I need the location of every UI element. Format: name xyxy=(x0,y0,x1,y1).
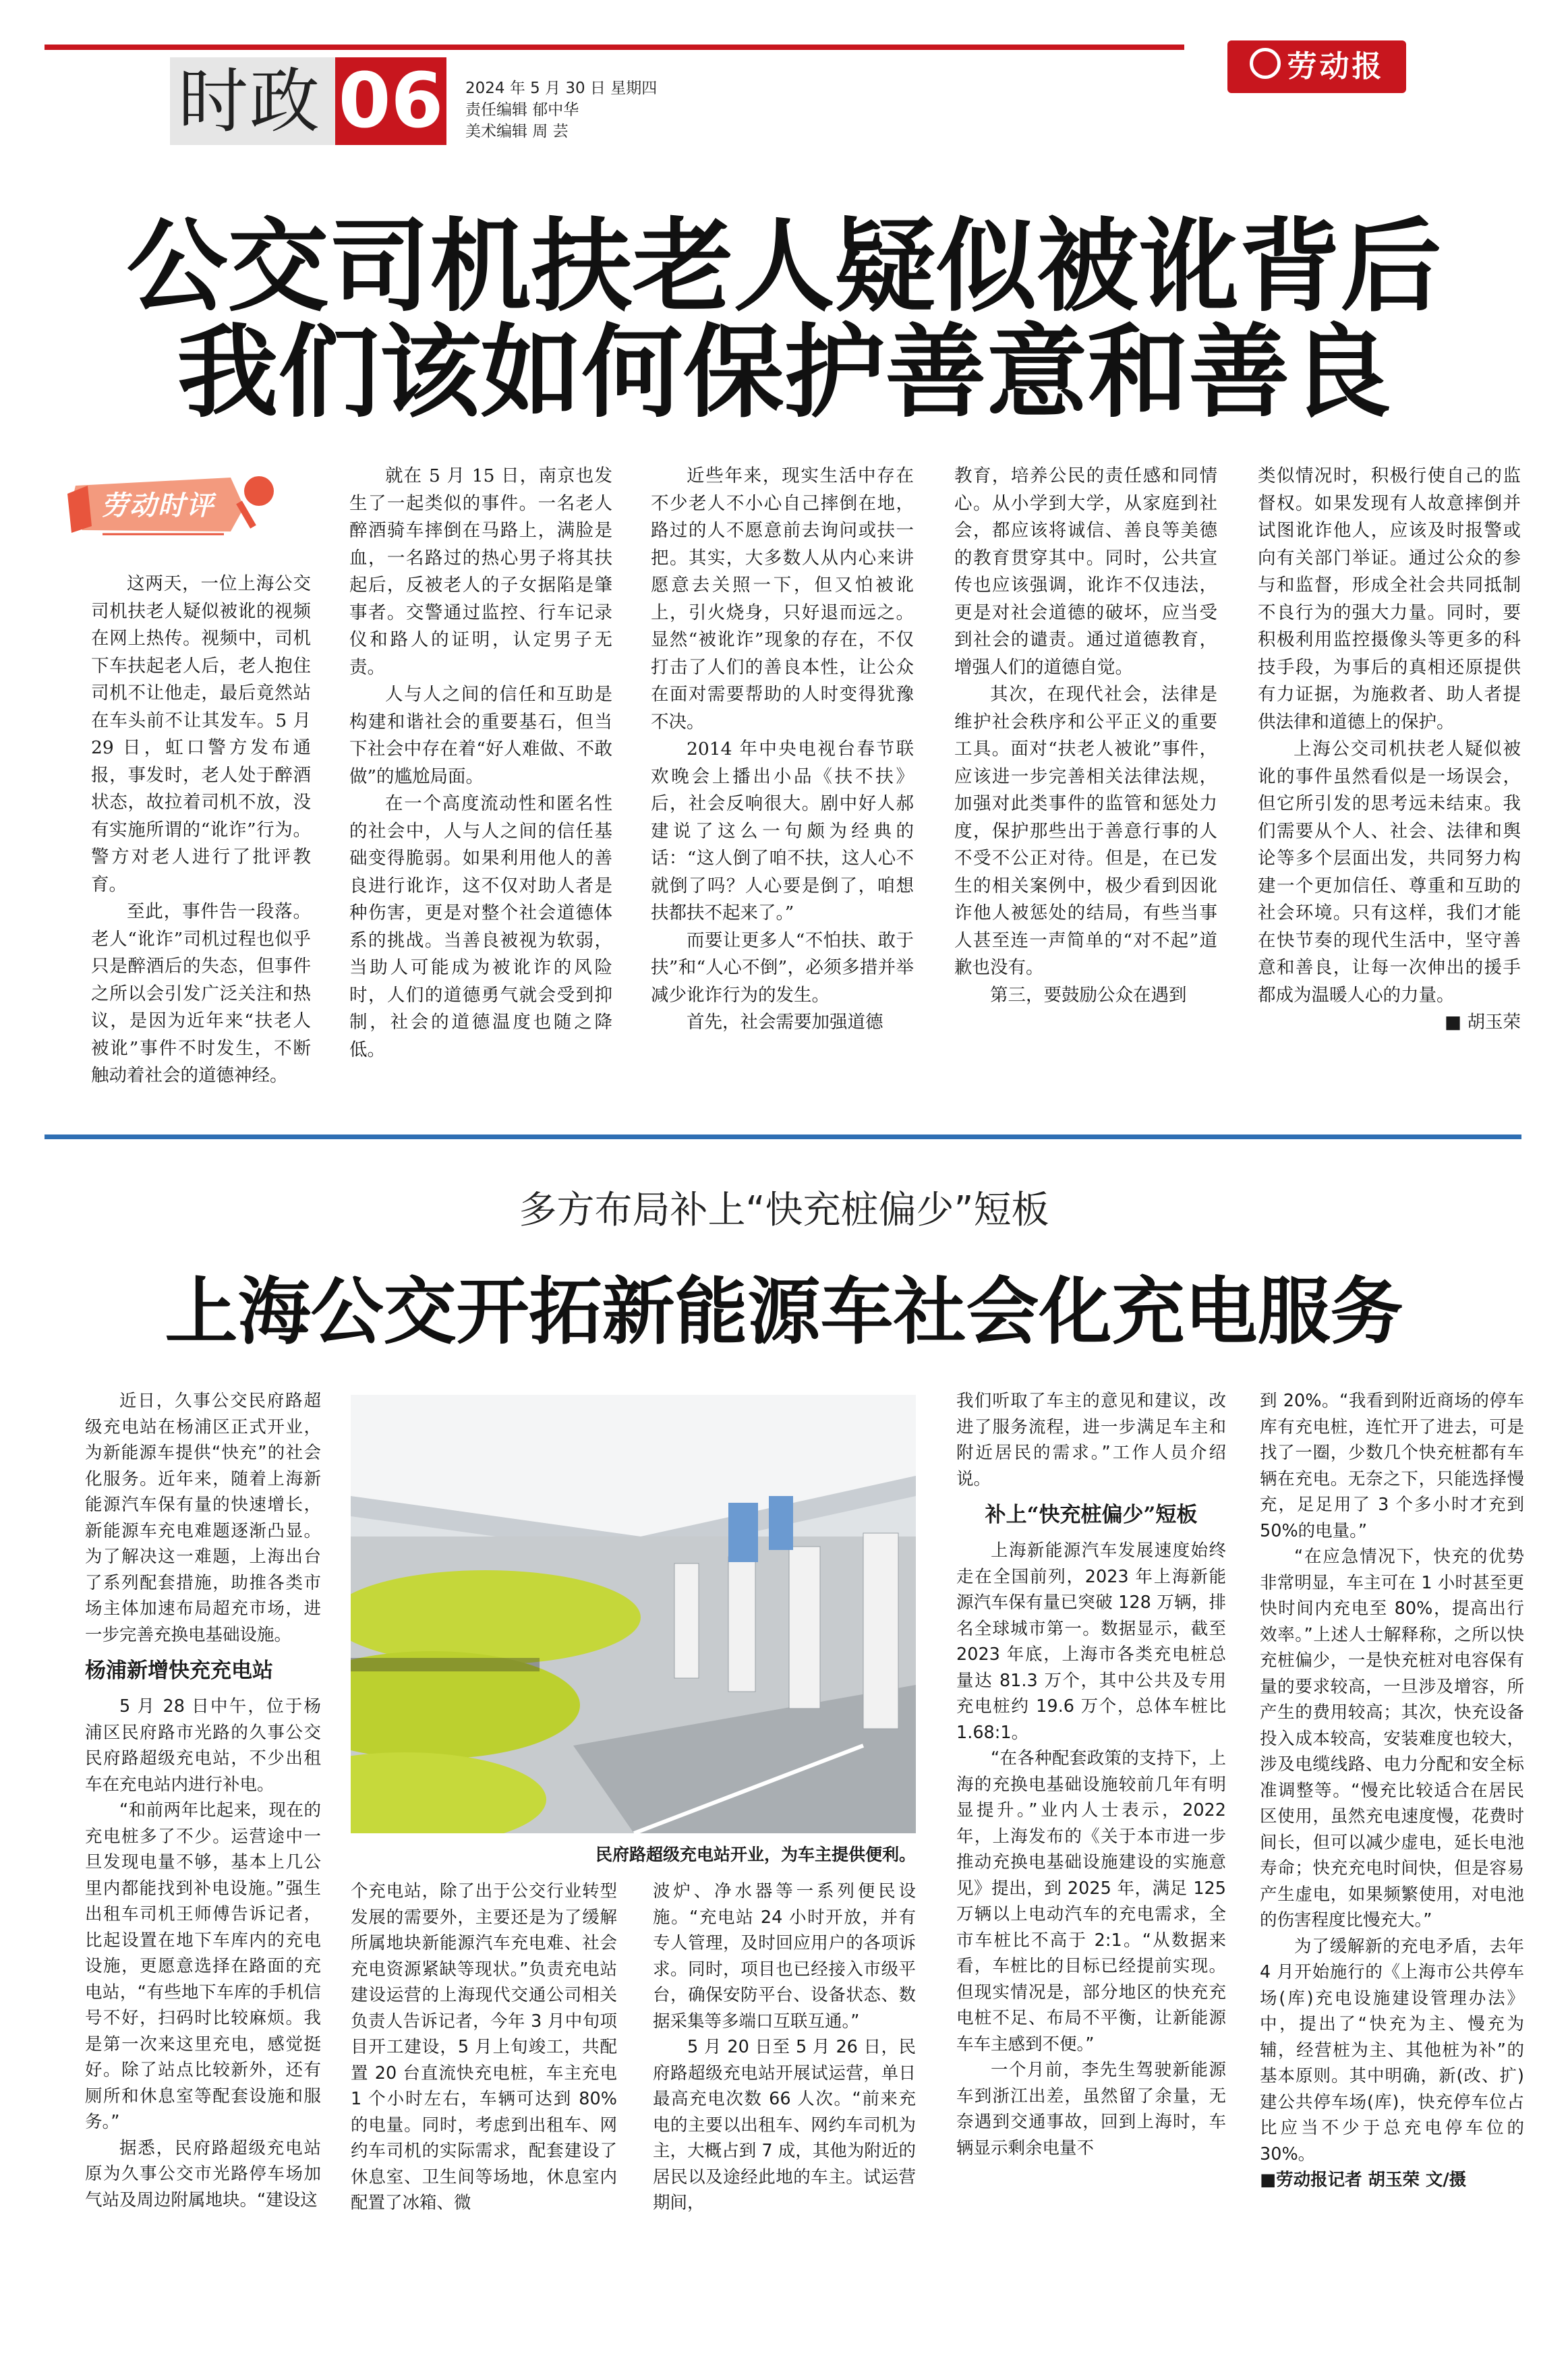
paragraph: 上海公交司机扶老人疑似被讹的事件虽然看似是一场误会，但它所引发的思考远未结束。我们需要从个人、社会、法律和舆论等多个层面出发，共同努力构建一个更加信任、尊重和互助的社会环境。只有这样，我们才能在快节奏的现代生活中，坚守善意和善良，让每一次伸出的援手都成为温暖人心的力量。 xyxy=(1258,739,1521,1006)
article2-col1-heading: 杨浦新增快充充电站 xyxy=(85,1659,273,1683)
section-divider xyxy=(45,1134,1521,1139)
article1-col2 xyxy=(349,463,612,1090)
charging-station-photo xyxy=(351,1395,916,1833)
paragraph: 至此，事件告一段落。老人“讹诈”司机过程也似乎只是醉酒后的失态，但事件之所以会引发广泛关注和热议，是因为近年来“扶老人被讹”事件不时发生，不断触动着社会的道德神经。 xyxy=(91,901,311,1086)
article1-col4 xyxy=(954,463,1217,1090)
date-line: 2024 年 5 月 30 日 星期四 xyxy=(465,80,658,97)
paragraph: 教育，培养公民的责任感和同情心。从小学到大学，从家庭到社会，都应该将诚信、善良等美德的教育贯穿其中。同时，公共宣传也应该强调，讹诈不仅违法，更是对社会道德的破坏，应当受到社会的谴责。通过道德教育，增强人们的道德自觉。 xyxy=(954,465,1217,678)
paragraph: 人与人之间的信任和互助是构建和谐社会的重要基石，但当下社会中存在着“好人难做、不敢做”的尴尬局面。 xyxy=(349,684,612,787)
paragraph: “和前两年比起来，现在的充电桩多了不少。运营途中一旦发现电量不够，基本上几公里内都能找到补电设施。”强生出租车司机王师傅告诉记者，比起设置在地下车库内的充电设施，更愿意选择在路面的充电站，“有些地下车库的手机信号不好，扫码时比较麻烦。我是第一次来这里充电，感觉挺好。除了站点比较新外，还有厕所和休息室等配套设施和服务。” xyxy=(85,1800,321,2132)
art-editor-line: 美术编辑 周 芸 xyxy=(465,123,569,140)
brand-logo xyxy=(1227,40,1406,93)
editor-line: 责任编辑 郁中华 xyxy=(465,101,579,119)
paragraph: 而要让更多人“不怕扶、敢于扶”和“人心不倒”，必须多措并举减少讹诈行为的发生。 xyxy=(651,929,914,1006)
paragraph: 据悉，民府路超级充电站原为久事公交市光路停车场加气站及周边附属地块。“建设这 xyxy=(85,2137,321,2210)
paragraph: 这两天，一位上海公交司机扶老人疑似被讹的视频在网上热传。视频中，司机下车扶起老人后，老人抱住司机不让他走，最后竟然站在车头前不让其发车。5 月 29 日，虹口警方发布通报，事发时，老人处于醉酒状态，故拉着司机不放，没有实施所谓的“讹诈”行为。警方对老人进行了批评教育。 xyxy=(91,573,311,895)
paragraph: 在一个高度流动性和匿名性的社会中，人与人之间的信任基础变得脆弱。如果利用他人的善良进行讹诈，这不仅对助人者是种伤害，更是对整个社会道德体系的挑战。当善良被视为软弱，当助人可能成为被讹诈的风险时，人们的道德勇气就会受到抑制，社会的道德温度也随之降低。 xyxy=(349,793,612,1060)
photo-caption: 民府路超级充电站开业，为车主提供便利。 xyxy=(595,1845,916,1864)
paragraph: 5 月 28 日中午，位于杨浦区民府路市光路的久事公交民府路超级充电站，不少出租车在充电站内进行补电。 xyxy=(85,1696,321,1795)
paragraph: 我们听取了车主的意见和建议，改进了服务流程，进一步满足车主和附近居民的需求。”工作人员介绍说。 xyxy=(956,1391,1226,1489)
brand-mark-icon xyxy=(1250,48,1281,79)
top-rule xyxy=(45,45,1184,50)
paragraph: “在各种配套政策的支持下，上海的充换电基础设施较前几年有明显提升。”业内人士表示，2022 年，上海发布的《关于本市进一步推动充换电基础设施建设的实施意见》提出，到 2025 年，满足 125 万辆以上电动汽车的充电需求，全市车桩比不高于 2:1。“从数据来看，车桩比的目标已经提前实现。但现实情况是，部分地区的快充充电桩不足、布局不平衡，让新能源车车主感到不便。” xyxy=(956,1748,1226,2055)
article2-subhead: 多方布局补上“快充桩偏少”短板 xyxy=(519,1188,1049,1232)
article1-col1 xyxy=(91,571,311,1090)
article2-col5 xyxy=(1260,1388,1524,2346)
article1-byline: ■ 胡玉荣 xyxy=(1445,1012,1521,1033)
brand-name: 劳动报 xyxy=(1287,49,1385,84)
article1-col5 xyxy=(1258,463,1521,1090)
article2-col3 xyxy=(653,1878,916,2351)
article1-headline-line2: 我们该如何保护善意和善良 xyxy=(177,313,1391,432)
article1-headline-line1: 公交司机扶老人疑似被讹背后 xyxy=(126,207,1442,326)
paragraph: 个充电站，除了出于公交行业转型发展的需要外，主要还是为了缓解所属地块新能源汽车充电难、社会充电资源紧缺等现状。”负责充电站建设运营的上海现代交通公司相关负责人告诉记者，今年 3 月中旬项目开工建设，5 月上旬竣工，共配置 20 台直流快充电桩，车主充电 1 个小时左右，车辆可达到 80%的电量。同时，考虑到出租车、网约车司机的实际需求，配套建设了休息室、卫生间等场地，休息室内配置了冰箱、微 xyxy=(351,1881,617,2213)
paragraph: 到 20%。“我看到附近商场的停车库有充电桩，连忙开了进去，可是找了一圈，少数几个快充桩都有车辆在充电。无奈之下，只能选择慢充，足足用了 3 个多小时才充到 50%的电量。” xyxy=(1260,1391,1524,1541)
paragraph: 2014 年中央电视台春节联欢晚会上播出小品《扶不扶》后，社会反响很大。剧中好人郝建说了这么一句颇为经典的话：“这人倒了咱不扶，这人心不就倒了吗？人心要是倒了，咱想扶都扶不起来了。” xyxy=(651,739,914,923)
paragraph: 一个月前，李先生驾驶新能源车到浙江出差，虽然留了余量，无奈遇到交通事故，回到上海时，车辆显示剩余电量不 xyxy=(956,2060,1226,2158)
article2-col2 xyxy=(351,1878,617,2351)
paragraph: 为了缓解新的充电矛盾，去年 4 月开始施行的《上海市公共停车场(库)充电设施建设管理办法》中，提出了“快充为主、慢充为辅，经营桩为主、其他桩为补”的基本原则。其中明确，新(改、扩)建公共停车场(库)，快充停车位占比应当不少于总充电停车位的 30%。 xyxy=(1260,1936,1524,2164)
column-badge-label: 劳动时评 xyxy=(101,490,214,521)
paragraph: 就在 5 月 15 日，南京也发生了一起类似的事件。一名老人醉酒骑车摔倒在马路上，满脸是血，一名路过的热心男子将其扶起后，反被老人的子女据陷是肇事者。交警通过监控、行车记录仪和路人的证明，认定男子无责。 xyxy=(349,465,612,678)
paragraph: 类似情况时，积极行使自己的监督权。如果发现有人故意摔倒并试图讹诈他人，应该及时报警或向有关部门举证。通过公众的参与和监督，形成全社会共同抵制不良行为的强大力量。同时，要积极利用监控摄像头等更多的科技手段，为事后的真相还原提供有力证据，为施救者、助人者提供法律和道德上的保护。 xyxy=(1258,465,1521,732)
article2-col4-heading: 补上“快充桩偏少”短板 xyxy=(985,1503,1198,1527)
paragraph: 首先，社会需要加强道德 xyxy=(687,1012,883,1033)
paragraph: 5 月 20 日至 5 月 26 日，民府路超级充电站开展试运营，单日最高充电次数 66 人次。“前来充电的主要以出租车、网约车司机为主，大概占到 7 成，其他为附近的居民以及途经此地的车主。试运营期间， xyxy=(653,2037,916,2213)
article2-col1 xyxy=(85,1388,321,2346)
paragraph: 近日，久事公交民府路超级充电站在杨浦区正式开业，为新能源车提供“快充”的社会化服务。近年来，随着上海新能源汽车保有量的快速增长，新能源车充电难题逐渐凸显。为了解决这一难题，上海出台了系列配套措施，助推各类市场主体加速布局超充市场，进一步完善充换电基础设施。 xyxy=(85,1391,321,1645)
charging-station-image xyxy=(351,1395,916,1833)
page-number: 06 xyxy=(335,57,446,145)
paragraph: “在应急情况下，快充的优势非常明显，车主可在 1 小时甚至更快时间内充电至 80%，提高出行效率。”上述人士解释称，之所以快充桩偏少，一是快充桩对电容保有量的要求较高，一旦涉及增容，所产生的费用较高；其次，快充设备投入成本较高，安装难度也较大，涉及电缆线路、电力分配和安全标准调整等。“慢充比较适合在居民区使用，虽然充电速度慢，花费时间长，但可以减少虚电，延长电池寿命；快充充电时间快，但是容易产生虚电，如果频繁使用，对电池的伤害程度比慢充大。” xyxy=(1260,1547,1524,1930)
paragraph: 其次，在现代社会，法律是维护社会秩序和公平正义的重要工具。面对“扶老人被讹”事件，应该进一步完善相关法律法规，加强对此类事件的监管和惩处力度，保护那些出于善意行事的人不受不公正对待。但是，在已发生的相关案例中，极少看到因讹诈他人被惩处的结局，有些当事人甚至连一声简单的“对不起”道歉也没有。 xyxy=(954,684,1217,978)
paragraph: 近些年来，现实生活中存在不少老人不小心自己摔倒在地，路过的人不愿意前去询问或扶一把。其实，大多数人从内心来讲愿意去关照一下，但又怕被讹上，引火烧身，只好退而远之。显然“被讹诈”现象的存在，不仅打击了人们的善良本性，让公众在面对需要帮助的人时变得犹豫不决。 xyxy=(651,465,914,732)
article2-col4 xyxy=(956,1388,1226,2346)
article2-byline: ■劳动报记者 胡玉荣 文/摄 xyxy=(1260,2170,1467,2190)
article2-headline: 上海公交开拓新能源车社会化充电服务 xyxy=(165,1269,1403,1354)
paragraph: 波炉、净水器等一系列便民设施。“充电站 24 小时开放，并有专人管理，及时回应用户的各项诉求。同时，项目也已经接入市级平台，确保安防平台、设备状态、数据采集等多端口互联互通。” xyxy=(653,1881,916,2032)
paragraph: 上海新能源汽车发展速度始终走在全国前列，2023 年上海新能源汽车保有量已突破 128 万辆，排名全球城市第一。数据显示，截至 2023 年底，上海市各类充电桩总量达 81.3 万个，其中公共及专用充电桩约 19.6 万个，总体车桩比 1.68:1。 xyxy=(956,1541,1226,1743)
article1-col3 xyxy=(651,463,914,1090)
paragraph: 第三，要鼓励公众在遇到 xyxy=(990,984,1187,1006)
column-badge xyxy=(62,465,285,540)
section-label: 时政 xyxy=(170,57,335,145)
